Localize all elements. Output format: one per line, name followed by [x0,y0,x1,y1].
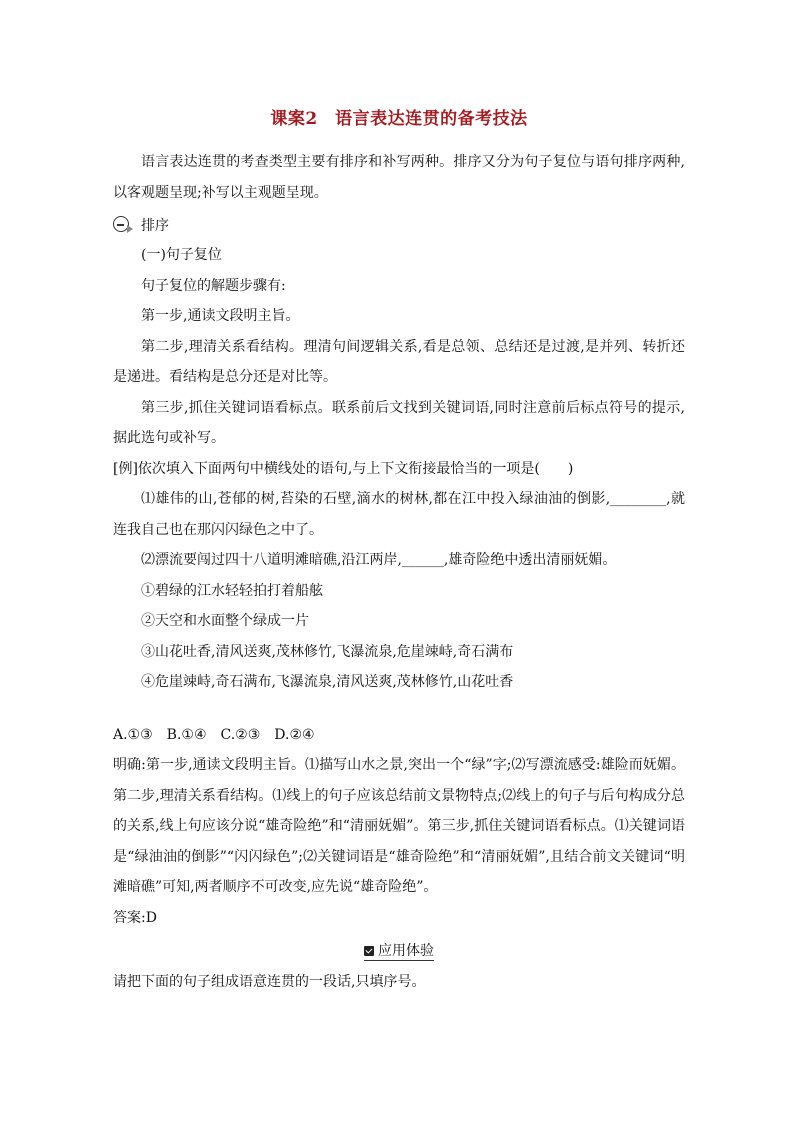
document-content [113,104,685,998]
steps-intro: 句子复位的解题步骤有: [141,277,286,294]
step-3: 第三步,抓住关键词语看标点。联系前后文找到关键词语,同时注意前后标点符号的提示,据此选句或补写。 [113,399,685,446]
section-heading-text: 排序 [141,218,169,234]
example-prompt: [例]依次填入下面两句中横线处的语句,与上下文衔接最恰当的一项是( ) [113,460,574,477]
section-number-one-icon [113,216,131,234]
intro-paragraph: 语言表达连贯的考查类型主要有排序和补写两种。排序又分为句子复位与语句排序两种,以客观题呈现;补写以主观题呈现。 [113,154,685,201]
option-item: ④危崖竦峙,奇石满布,飞瀑流泉,清风送爽,茂林修竹,山花吐香 [141,674,514,690]
option-list [113,576,685,698]
subheading: (一)句子复位 [141,247,222,263]
example-sentence-1: ⑴雄伟的山,苍郁的树,苔染的石壁,滴水的树林,都在江中投入绿油油的倒影,________,就连我自己也在那闪闪绿色之中了。 [113,491,685,538]
application-heading [113,937,685,967]
option-item: ②天空和水面整个绿成一片 [141,613,309,629]
answer-choices: A.①③ B.①④ C.②③ D.②④ [113,726,315,743]
answer-line: 答案:D [113,909,157,926]
option-item: ③山花吐香,清风送爽,茂林修竹,飞瀑流泉,危崖竦峙,奇石满布 [141,643,514,660]
explanation-paragraph: 明确:第一步,通读文段明主旨。⑴描写山水之景,突出一个“绿”字;⑵写漂流感受:雄险而妩媚。第二步,理清关系看结构。⑴线上的句子应该总结前文景物特点;⑵线上的句子与后句构成分总的关系,线上句应该分说“雄奇险绝”和“清丽妩媚”。第三步,抓住关键词语看标点。⑴关键词语是“绿油油的倒影”“闪闪绿色”;⑵关键词语是“雄奇险绝”和“清丽妩媚”,且结合前文关键词“明滩暗礁”可知,两者顺序不可改变,应先说“雄奇险绝”。 [113,757,685,895]
application-heading-text: 应用体验 [378,943,434,959]
option-item: ①碧绿的江水轻轻拍打着船舷 [141,582,323,599]
step-2: 第二步,理清关系看结构。理清句间逻辑关系,看是总领、总结还是过渡,是并列、转折还是递进。看结构是总分还是对比等。 [113,338,685,385]
example-sentence-2: ⑵漂流要闯过四十八道明滩暗礁,沿江两岸,______,雄奇险绝中透出清丽妩媚。 [141,552,617,568]
step-1: 第一步,通读文段明主旨。 [141,308,300,324]
application-instruction: 请把下面的句子组成语意连贯的一段话,只填序号。 [113,974,426,990]
page-title: 课案2 语言表达连贯的备考技法 [270,109,528,129]
section-heading-sorting [113,210,685,240]
checkbox-icon [364,946,374,956]
